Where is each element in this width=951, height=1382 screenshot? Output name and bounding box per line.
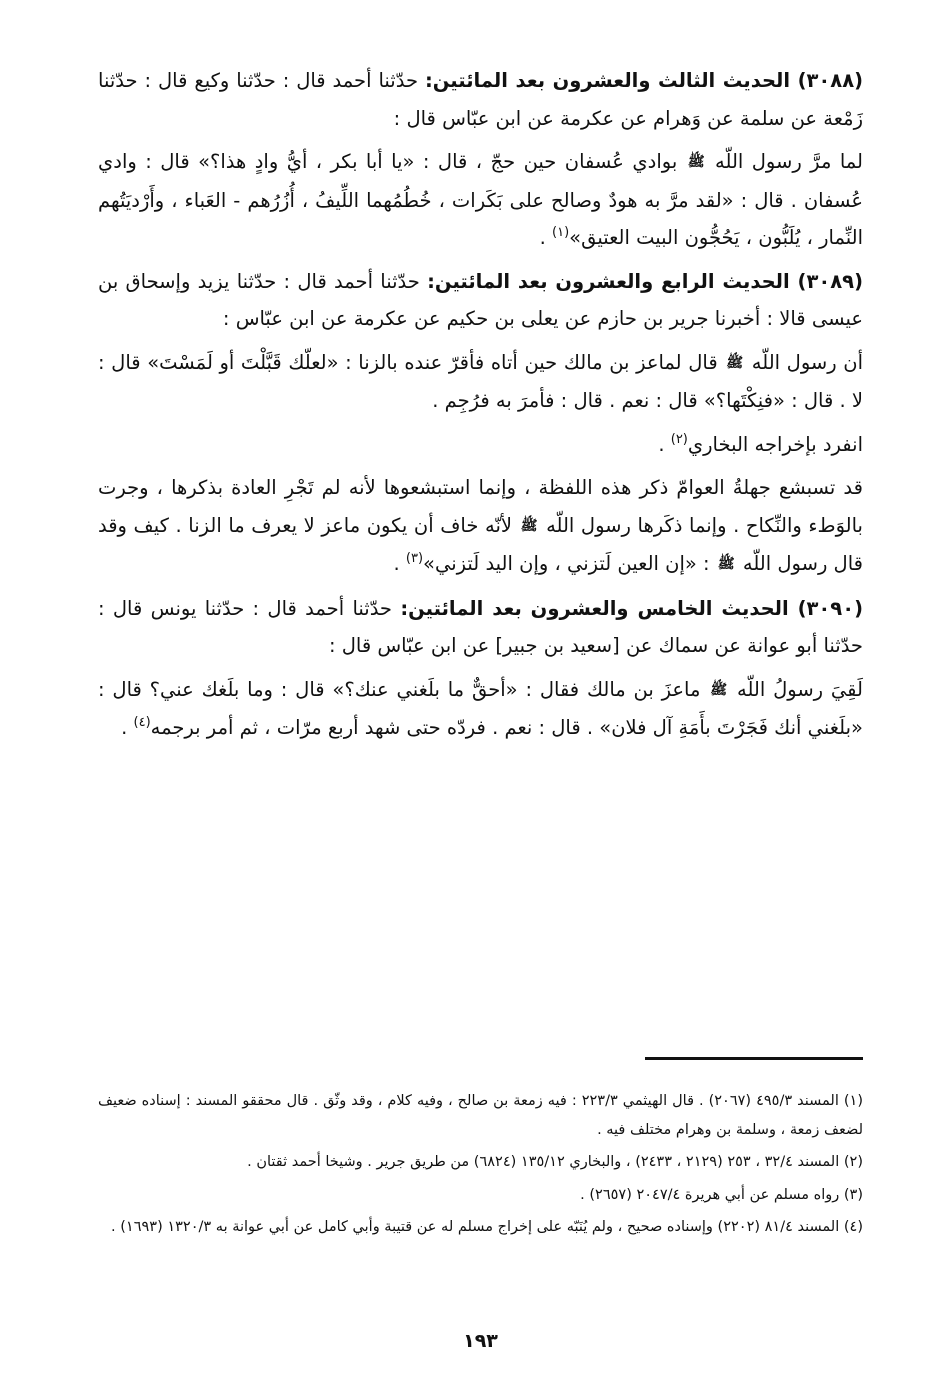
matn-end: . [121, 716, 134, 739]
salutation-glyph: ﷺ [710, 681, 728, 698]
matn-text: ماعزَ بن مالك فقال : «أحقٌّ ما بلَغني عنك؟» قال : وما بلَغك عني؟ قال : «بلَغني أنك فَجَرْتَ بأَمَةِ آل فلان» . قال : نعم . فردّه حتى شهد أربع مرّات ، ثم أمر برجمه [98, 677, 863, 739]
hadith-3089-matn [98, 344, 863, 420]
commentary-end: . [393, 552, 406, 575]
hadith-3088-heading [425, 69, 863, 92]
footnotes [98, 1087, 863, 1246]
hadith-3090-chain: حدّثنا أحمد قال : حدّثنا يونس قال : حدّثنا أبو عوانة عن سماك عن [سعيد بن جبير] عن ابن عبّاس قال : [98, 596, 863, 657]
book-page [98, 62, 864, 1352]
page-number: ١٩٣ [463, 1330, 498, 1352]
footnote-3: (٣) رواه مسلم عن أبي هريرة ٢٠٤٧/٤ (٢٦٥٧) . [580, 1186, 863, 1203]
salutation-glyph: ﷺ [520, 517, 538, 534]
matn-text: لما مرَّ رسول اللّه [715, 150, 863, 173]
matn-text: أن رسول اللّه [751, 350, 864, 374]
hadith-3090-matn [98, 671, 863, 747]
footnote-1: (١) المسند ٤٩٥/٣ (٢٠٦٧) . قال الهيثمي ٢٢٣/٣ : فيه زمعة بن صالح ، وفيه كلام ، وقد وثّق . قال محققو المسند : إسناده ضعيف لضعف زمعة ، وسلمة بن وهرام مختلف فيه . [98, 1093, 863, 1138]
matn-end: . [539, 226, 553, 249]
commentary-text: قد تسبشع جهلةُ العوامّ ذكر هذه اللفظة ، وإنما استبشعوها لأنه لم تَجْرِ العادة بذكرها ، وجرت بالوَطء والنِّكاح . وإنما ذكَرها رسول اللّه [98, 476, 863, 537]
salutation-glyph: ﷺ [687, 154, 705, 170]
footnote-ref-3: (٣) [405, 551, 424, 566]
footnote-4: (٤) المسند ٨١/٤ (٢٢٠٢) وإسناده صحيح ، ولم يُنَبّه على إخراج مسلم له عن قتيبة وأبي كامل عن أبي عوانة به ١٣٢٠/٣ (١٦٩٣) . [111, 1219, 863, 1235]
footnote-ref-4: (٤) [133, 715, 151, 730]
commentary-text: : «إن العين لَتزني ، وإن اليد لَتزني» [423, 552, 710, 575]
matn-text: لَقِيَ رسولُ اللّه [737, 677, 863, 701]
hadith-3088-isnad [98, 62, 863, 137]
hadith-3088-chain: حدّثنا أحمد قال : حدّثنا وكيع قال : حدّثنا زَمْعة عن سلمة عن وَهرام عن عكرمة عن ابن عبّاس قال : [98, 69, 863, 130]
hadith-3090-number: (٣٠٩٠) [797, 596, 864, 620]
hadith-3089-note [98, 426, 863, 464]
hadith-3089-isnad [98, 263, 863, 338]
hadith-3088-matn [98, 143, 863, 257]
footnote-divider [645, 1057, 863, 1060]
hadith-3088-number: (٣٠٨٨) [797, 69, 864, 92]
hadith-3090-title: الحديث الخامس والعشرون بعد المائتين: [400, 596, 789, 620]
matn-text: بوادي عُسفان حين حجّ ، قال : «يا أبا بكر ، أيُّ وادٍ هذا؟» قال : وادي عُسفان . قال : «لقد مرَّ به هودٌ وصالح على بَكَرات ، خُطُمُهما اللِّيفُ ، أُزُرُهم - العَباء ، وأَرْديَتُهم النِّمار ، يُلَبُّون ، يَحُجُّون البيت العتيق» [98, 150, 863, 249]
hadith-3090-heading [400, 597, 863, 620]
note-text: انفرد بإخراجه البخاري [687, 432, 863, 456]
salutation-glyph: ﷺ [717, 556, 735, 572]
hadith-3089-number: (٣٠٨٩) [797, 269, 863, 293]
hadith-3089-heading [427, 270, 863, 293]
hadith-3088-title: الحديث الثالث والعشرون بعد المائتين: [424, 69, 791, 92]
hadith-3089-title: الحديث الرابع والعشرون بعد المائتين: [427, 269, 790, 293]
footnote-2: (٢) المسند ٣٢/٤ ، ٢٥٣ (٢١٢٩ ، ٢٤٣٣) ، والبخاري ١٣٥/١٢ (٦٨٢٤) من طريق جرير . وشيخا أحمد ثقتان . [247, 1154, 863, 1170]
commentary-text: لأنّه خاف أن يكون ماعز لا يعرف ما الزنا . كيف وقد قال رسول اللّه [98, 513, 863, 575]
footnote-ref-2: (٢) [670, 431, 688, 447]
matn-text: قال لماعز بن مالك حين أتاه فأقرّ عنده بالزنا : «لعلّك قَبَّلْتَ أو لَمَسْتَ» قال : لا . قال : «فنِكْتَها؟» قال : نعم . قال : فأمرَ به فرُجِم . [98, 350, 863, 412]
note-end: . [658, 432, 671, 456]
salutation-glyph: ﷺ [726, 354, 744, 371]
hadith-3089-chain: حدّثنا أحمد قال : حدّثنا يزيد وإسحاق بن عيسى قالا : أخبرنا جرير بن حازم عن يعلى بن حكيم عن عكرمة عن ابن عبّاس : [98, 269, 863, 330]
hadith-3090-isnad [98, 590, 863, 665]
hadith-3089-commentary [98, 469, 863, 584]
footnote-ref-1: (١) [552, 225, 570, 240]
